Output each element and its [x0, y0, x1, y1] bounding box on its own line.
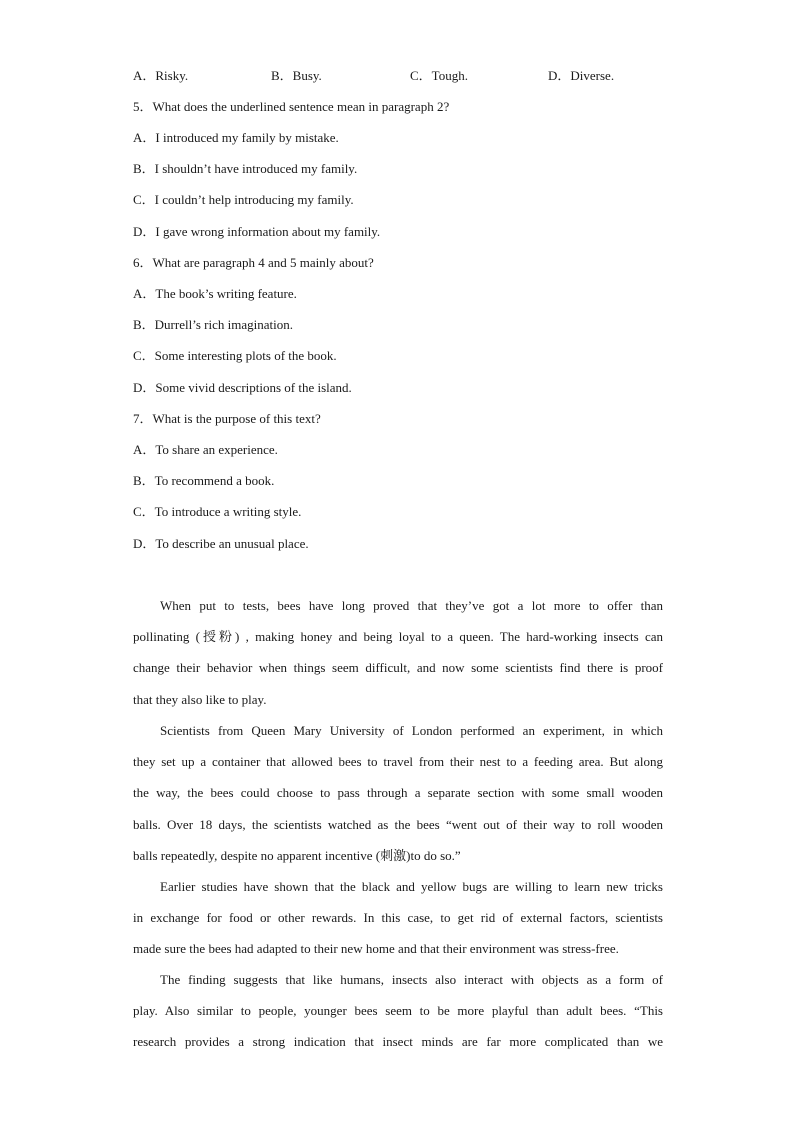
option-b: B．Busy.: [271, 68, 322, 83]
paragraph-line: research provides a strong indication that insect minds are far more complicated than we: [133, 1034, 663, 1050]
question-7-option-c: C．To introduce a writing style.: [133, 504, 302, 519]
question-6-stem: 6．What are paragraph 4 and 5 mainly about?: [133, 255, 374, 270]
paragraph-line: that they also like to play.: [133, 691, 267, 707]
paragraph-line: made sure the bees had adapted to their new home and that their environment was stress-free.: [133, 941, 619, 957]
paragraph-line: in exchange for food or other rewards. In this case, to get rid of external factors, scientists: [133, 910, 663, 926]
question-5-stem: 5．What does the underlined sentence mean in paragraph 2?: [133, 99, 450, 114]
paragraph-line: play. Also similar to people, younger bees seem to be more playful than adult bees. “This: [133, 1003, 663, 1019]
option-d: D．Diverse.: [548, 68, 615, 83]
question-6-option-d: D．Some vivid descriptions of the island.: [133, 380, 352, 395]
question-5-option-a: A．I introduced my family by mistake.: [133, 130, 339, 145]
paragraph-line: balls. Over 18 days, the scientists watched as the bees “went out of their way to roll wooden: [133, 816, 663, 832]
passage-paragraph-1: [133, 590, 663, 715]
paragraph-line: balls repeatedly, despite no apparent incentive (刺激)to do so.”: [133, 847, 461, 863]
question-6-option-b: B．Durrell’s rich imagination.: [133, 317, 293, 332]
question-5-option-b: B．I shouldn’t have introduced my family.: [133, 161, 358, 176]
paragraph-line: Earlier studies have shown that the black and yellow bugs are willing to learn new tricks: [160, 879, 663, 894]
question-7-option-d: D．To describe an unusual place.: [133, 536, 309, 551]
paragraph-line: The finding suggests that like humans, insects also interact with objects as a form of: [160, 972, 663, 987]
question-5-option-c: C．I couldn’t help introducing my family.: [133, 192, 354, 207]
paragraph-line: the way, the bees could choose to pass through a separate section with some small wooden: [133, 785, 663, 801]
paragraph-line: pollinating (授粉) , making honey and being loyal to a queen. The hard-working insects can: [133, 629, 663, 645]
paragraph-line: When put to tests, bees have long proved that they’ve got a lot more to offer than: [160, 598, 663, 613]
paragraph-line: Scientists from Queen Mary University of London performed an experiment, in which: [160, 723, 663, 738]
passage-paragraph-2: [133, 715, 663, 871]
question-4-options: [133, 68, 693, 84]
paragraph-line: they set up a container that allowed bees to travel from their nest to a feeding area. But along: [133, 754, 663, 770]
question-6-option-a: A．The book’s writing feature.: [133, 286, 297, 301]
option-a: A．Risky.: [133, 68, 189, 83]
option-c: C．Tough.: [410, 68, 468, 83]
question-7-stem: 7．What is the purpose of this text?: [133, 411, 321, 426]
question-7-option-b: B．To recommend a book.: [133, 473, 275, 488]
question-7-option-a: A．To share an experience.: [133, 442, 278, 457]
passage-paragraph-4: [133, 964, 663, 1058]
question-5-option-d: D．I gave wrong information about my family.: [133, 224, 381, 239]
question-6-option-c: C．Some interesting plots of the book.: [133, 348, 337, 363]
paragraph-line: change their behavior when things seem difficult, and now some scientists find there is proof: [133, 660, 663, 676]
passage-paragraph-3: [133, 871, 663, 965]
